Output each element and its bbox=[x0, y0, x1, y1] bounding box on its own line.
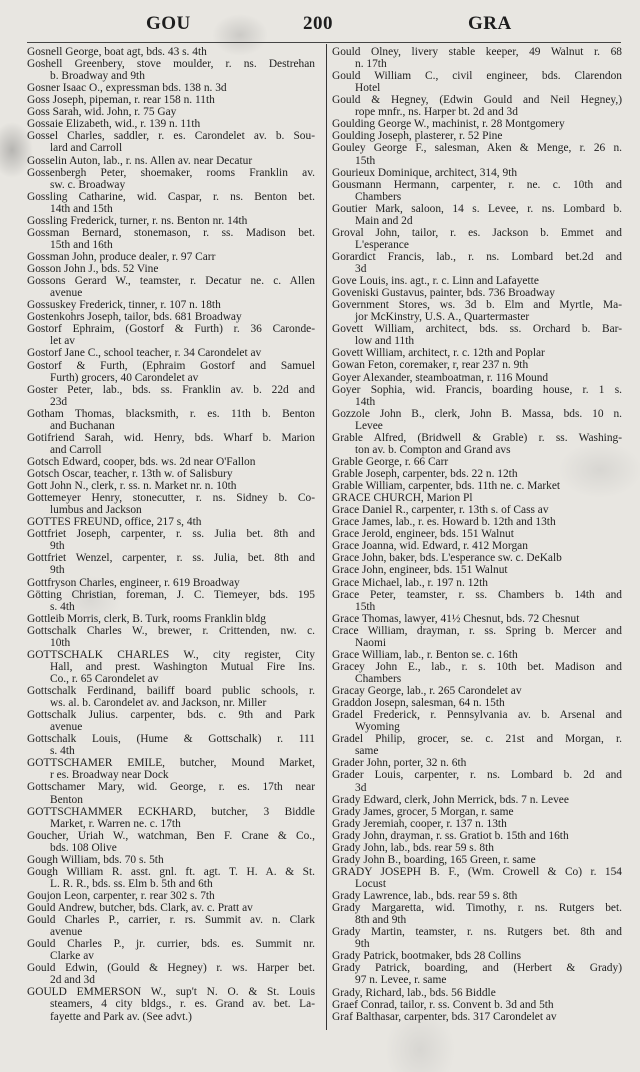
entry-line: Gostorf & Furth, (Ephraim Gostorf and Samuel bbox=[27, 359, 315, 372]
entry-continuation-line: bds. 108 Olive bbox=[50, 841, 117, 854]
entry-line: Gosson John J., bds. 52 Vine bbox=[27, 263, 159, 276]
entry-continuation-line: jor McKinstry, U.S. A., Quartermaster bbox=[355, 311, 530, 324]
entry-line: Graef Conrad, tailor, r. ss. Convent b. 3d and 5th bbox=[332, 998, 554, 1011]
entry-line: Gould William C., civil engineer, bds. Clarendon bbox=[332, 70, 622, 83]
directory-entry bbox=[27, 733, 315, 757]
directory-entry bbox=[27, 251, 315, 263]
directory-entry bbox=[332, 347, 622, 359]
page-number: 200 bbox=[303, 13, 333, 34]
left-guide-word: GOU bbox=[146, 13, 191, 34]
entry-continuation-line: ton av. b. Compton and Grand avs bbox=[355, 443, 511, 456]
entry-continuation-line: 3d bbox=[355, 263, 367, 275]
directory-entry bbox=[332, 818, 622, 830]
entry-continuation-line: and Carroll bbox=[50, 443, 102, 456]
entry-line: Grable Joseph, carpenter, bds. 22 n. 12th bbox=[332, 467, 518, 480]
entry-line: Goyer Alexander, steamboatman, r. 116 Mound bbox=[332, 371, 549, 384]
directory-entry bbox=[27, 866, 315, 890]
entry-line: Gossman Bernard, stonemason, r. ss. Madison bet. bbox=[27, 226, 315, 239]
entry-line: Govett William, architect, r. c. 12th and Poplar bbox=[332, 347, 545, 360]
directory-entry bbox=[332, 589, 622, 613]
entry-line: Gostorf Jane C., school teacher, r. 34 Carondelet av bbox=[27, 347, 262, 360]
right-guide-word: GRA bbox=[468, 13, 512, 34]
directory-entry bbox=[27, 167, 315, 191]
directory-entry bbox=[27, 854, 315, 866]
entry-line: Gradel Philip, grocer, se. c. 21st and Morgan, r. bbox=[332, 733, 622, 746]
directory-entry bbox=[27, 709, 315, 733]
entry-continuation-line: n. 17th bbox=[355, 58, 387, 71]
entry-continuation-line: same bbox=[355, 745, 379, 758]
directory-entry bbox=[332, 359, 622, 371]
entry-line: Gourieux Dominique, architect, 314, 9th bbox=[332, 166, 518, 179]
entry-line: Goss Sarah, wid. John, r. 75 Gay bbox=[27, 106, 177, 119]
directory-entry bbox=[332, 227, 622, 251]
directory-entry bbox=[27, 914, 315, 938]
entry-line: Graddon Josepn, salesman, 64 n. 15th bbox=[332, 697, 505, 710]
directory-entry bbox=[332, 757, 622, 769]
entry-continuation-line: 14th bbox=[355, 395, 376, 408]
entry-line: Grace William, lab., r. Benton se. c. 16th bbox=[332, 648, 518, 661]
entry-continuation-line: lard and Carroll bbox=[50, 142, 123, 155]
left-column bbox=[27, 46, 315, 1023]
right-column bbox=[332, 46, 622, 1023]
directory-entry bbox=[332, 540, 622, 552]
directory-entry bbox=[27, 94, 315, 106]
directory-entry bbox=[332, 794, 622, 806]
directory-entry bbox=[332, 179, 622, 203]
entry-continuation-line: low and 11th bbox=[355, 335, 415, 348]
entry-line: Grady Patrick, bootmaker, bds 28 Collins bbox=[332, 950, 522, 963]
entry-continuation-line: r es. Broadway near Dock bbox=[50, 769, 169, 782]
directory-entry bbox=[332, 613, 622, 625]
entry-line: Goveniski Gustavus, painter, bds. 736 Broadway bbox=[332, 287, 555, 300]
directory-entry bbox=[27, 938, 315, 962]
entry-continuation-line: 3d bbox=[355, 781, 367, 794]
directory-entry bbox=[27, 613, 315, 625]
directory-entry bbox=[332, 685, 622, 697]
entry-line: Goshell Greenbery, stove moulder, r. ns. Destrehan bbox=[27, 58, 315, 71]
entry-line: Gottfriet Wenzel, carpenter, r. ss. Julia, bet. 8th and bbox=[27, 552, 315, 565]
directory-entry bbox=[27, 456, 315, 468]
entry-line: Gracay George, lab., r. 265 Carondelet av bbox=[332, 685, 522, 698]
directory-entry bbox=[332, 468, 622, 480]
directory-entry bbox=[332, 577, 622, 589]
directory-entry bbox=[332, 480, 622, 492]
entry-line: Gostenkohrs Joseph, tailor, bds. 681 Broadway bbox=[27, 311, 242, 324]
entry-line: Gottleib Morris, clerk, B. Turk, rooms Franklin bldg bbox=[27, 612, 266, 625]
directory-entry bbox=[27, 685, 315, 709]
entry-line: Gorardict Francis, lab., r. ns. Lombard bet.2d and bbox=[332, 250, 622, 263]
directory-entry bbox=[332, 432, 622, 456]
entry-continuation-line: 8th and 9th bbox=[355, 914, 407, 927]
entry-continuation-line: s. 4th bbox=[50, 745, 75, 758]
entry-line: Gosnell George, boat agt, bds. 43 s. 4th bbox=[27, 46, 207, 58]
directory-entry bbox=[332, 866, 622, 890]
directory-entry bbox=[27, 311, 315, 323]
entry-line: Grady John, drayman, r. ss. Gratiot b. 15th and 16th bbox=[332, 829, 569, 842]
entry-line: Gottschalk Louis, (Hume & Gottschalk) r. 111 bbox=[27, 733, 315, 746]
entry-line: Gottschamer Mary, wid. George, r. es. 17th near bbox=[27, 781, 315, 794]
entry-continuation-line: sw. c. Broadway bbox=[50, 178, 126, 191]
directory-entry bbox=[27, 215, 315, 227]
entry-line: Gould & Hegney, (Edwin Gould and Neil Hegney,) bbox=[332, 94, 622, 107]
directory-entry bbox=[332, 167, 622, 179]
entry-continuation-line: and Buchanan bbox=[50, 419, 115, 432]
directory-entry bbox=[332, 950, 622, 962]
directory-entry bbox=[27, 323, 315, 347]
entry-line: Gottschalk Ferdinand, bailiff board public schools, r. bbox=[27, 685, 315, 698]
entry-continuation-line: avenue bbox=[50, 721, 83, 734]
directory-entry bbox=[27, 227, 315, 251]
entry-continuation-line: steamers, 4 city bldgs., r. es. Grand av. bet. La- bbox=[50, 998, 315, 1011]
directory-entry bbox=[27, 360, 315, 384]
directory-entry bbox=[27, 830, 315, 854]
entry-line: Gossel Charles, saddler, r. es. Carondelet av. b. Sou- bbox=[27, 130, 315, 143]
entry-continuation-line: b. Broadway and 9th bbox=[50, 70, 145, 83]
entry-continuation-line: rope mnfr., ns. Harper bt. 2d and 3d bbox=[355, 106, 518, 119]
directory-entry bbox=[27, 106, 315, 118]
directory-entry bbox=[27, 347, 315, 359]
entry-continuation-line: L'esperance bbox=[355, 238, 409, 251]
entry-continuation-line: Chambers bbox=[355, 673, 402, 685]
directory-entry bbox=[332, 516, 622, 528]
directory-entry bbox=[332, 926, 622, 950]
directory-entry bbox=[332, 94, 622, 118]
directory-entry bbox=[27, 468, 315, 480]
entry-line: Gradel Frederick, r. Pennsylvania av. b. Arsenal and bbox=[332, 709, 622, 722]
directory-entry bbox=[27, 82, 315, 94]
directory-entry bbox=[332, 661, 622, 685]
entry-line: Gould Olney, livery stable keeper, 49 Walnut r. 68 bbox=[332, 46, 622, 58]
directory-entry bbox=[27, 46, 315, 58]
entry-line: Gould Andrew, butcher, bds. Clark, av. c. Pratt av bbox=[27, 902, 253, 915]
directory-entry bbox=[332, 323, 622, 347]
directory-entry bbox=[332, 528, 622, 540]
entry-continuation-line: L. R. R., bds. ss. Elm b. 5th and 6th bbox=[50, 877, 213, 890]
directory-entry bbox=[332, 769, 622, 793]
directory-entry bbox=[332, 830, 622, 842]
entry-continuation-line: 2d and 3d bbox=[50, 974, 95, 987]
entry-line: Gould Charles P., jr. currier, bds. es. Summit nr. bbox=[27, 938, 315, 951]
entry-line: Gostorf Ephraim, (Gostorf & Furth) r. 36 Caronde- bbox=[27, 323, 315, 336]
entry-continuation-line: Locust bbox=[355, 878, 387, 890]
entry-line: GRACE CHURCH, Marion Pl bbox=[332, 492, 473, 505]
header-rule bbox=[27, 42, 621, 43]
entry-line: Goss Joseph, pipeman, r. rear 158 n. 11th bbox=[27, 94, 215, 107]
entry-line: Goulding Joseph, plasterer, r. 52 Pine bbox=[332, 130, 503, 143]
entry-line: Gossaie Elizabeth, wid., r. 139 n. 11th bbox=[27, 118, 201, 131]
entry-line: Goulding George W., machinist, r. 28 Montgomery bbox=[332, 118, 565, 131]
directory-entry bbox=[27, 781, 315, 805]
entry-line: Goutier Mark, saloon, 14 s. Levee, r. ns. Lombard b. bbox=[332, 202, 622, 215]
directory-entry bbox=[27, 516, 315, 528]
entry-line: Grady Martin, teamster, r. ns. Rutgers bet. 8th and bbox=[332, 926, 622, 939]
entry-line: Graf Balthasar, carpenter, bds. 317 Carondelet av bbox=[332, 1010, 557, 1023]
entry-continuation-line: 23d bbox=[50, 395, 68, 408]
entry-line: Gottfriet Joseph, carpenter, r. ss. Julia bet. 8th and bbox=[27, 528, 315, 541]
entry-line: Grace John, engineer, bds. 151 Walnut bbox=[332, 564, 508, 577]
entry-line: Gottschalk Charles W., brewer, r. Crittenden, nw. c. bbox=[27, 624, 315, 637]
directory-entry bbox=[332, 251, 622, 275]
entry-line: Gough William R. asst. gnl. ft. agt. T. H. A. & St. bbox=[27, 865, 315, 878]
column-divider bbox=[326, 44, 327, 1030]
entry-continuation-line: 10th bbox=[50, 636, 71, 649]
entry-line: Gove Louis, ins. agt., r. c. Linn and Lafayette bbox=[332, 275, 539, 288]
directory-entry bbox=[27, 589, 315, 613]
entry-line: Gotham Thomas, blacksmith, r. es. 11th b. Benton bbox=[27, 407, 315, 420]
entry-line: Grady Jeremiah, cooper, r. 137 n. 13th bbox=[332, 817, 507, 830]
directory-entry bbox=[332, 697, 622, 709]
entry-line: Gould Charles P., carrier, r. rs. Summit av. n. Clark bbox=[27, 914, 315, 927]
entry-line: GOTTES FREUND, office, 217 s, 4th bbox=[27, 516, 202, 529]
entry-line: Grace John, baker, bds. L'esperance sw. c. DeKalb bbox=[332, 552, 562, 565]
directory-entry bbox=[27, 757, 315, 781]
entry-continuation-line: Co., r. 65 Carondelet av bbox=[50, 672, 159, 685]
directory-entry bbox=[27, 384, 315, 408]
entry-continuation-line: ws. al. b. Carondelet av. and Jackson, nr. Miller bbox=[50, 697, 267, 710]
entry-continuation-line: 9th bbox=[50, 564, 65, 577]
directory-entry bbox=[27, 118, 315, 130]
entry-line: Gossons Gerard W., teamster, r. Decatur ne. c. Allen bbox=[27, 275, 315, 288]
entry-line: Grady James, grocer, 5 Morgan, r. same bbox=[332, 805, 514, 818]
directory-entry bbox=[27, 191, 315, 215]
entry-continuation-line: avenue bbox=[50, 926, 83, 939]
directory-entry bbox=[332, 384, 622, 408]
directory-entry bbox=[27, 806, 315, 830]
entry-line: Grable George, r. 66 Carr bbox=[332, 455, 449, 468]
entry-line: Goyer Sophia, wid. Francis, boarding house, r. 1 s. bbox=[332, 383, 622, 396]
entry-line: GOTTSCHAMMER ECKHARD, butcher, 3 Biddle bbox=[27, 805, 315, 818]
directory-entry bbox=[27, 299, 315, 311]
entry-line: Gotsch Oscar, teacher, r. 13th w. of Salisbury bbox=[27, 468, 233, 481]
directory-entry bbox=[332, 118, 622, 130]
directory-entry bbox=[332, 625, 622, 649]
entry-continuation-line: Hall, and prest. Washington Mutual Fire Ins. bbox=[50, 660, 315, 673]
entry-line: Grace Joanna, wid. Edward, r. 412 Morgan bbox=[332, 540, 528, 553]
entry-continuation-line: Levee bbox=[355, 419, 383, 432]
directory-entry bbox=[27, 432, 315, 456]
entry-line: Grace Thomas, lawyer, 41½ Chesnut, bds. 72 Chesnut bbox=[332, 612, 580, 625]
entry-line: Grady Margaretta, wid. Timothy, r. ns. Rutgers bet. bbox=[332, 902, 622, 915]
directory-entry bbox=[27, 263, 315, 275]
entry-line: Grader John, porter, 32 n. 6th bbox=[332, 757, 467, 770]
entry-line: Gossuskey Frederick, tinner, r. 107 n. 18th bbox=[27, 299, 221, 312]
entry-continuation-line: 97 n. Levee, r. same bbox=[355, 974, 447, 987]
directory-entry bbox=[332, 962, 622, 986]
directory-entry bbox=[27, 275, 315, 299]
entry-line: Gosselin Auton, lab., r. ns. Allen av. near Decatur bbox=[27, 154, 253, 167]
directory-entry bbox=[332, 287, 622, 299]
entry-line: Grable Alfred, (Bridwell & Grable) r. ss. Washing- bbox=[332, 431, 622, 444]
entry-line: Gottfryson Charles, engineer, r. 619 Broadway bbox=[27, 576, 240, 589]
directory-entry bbox=[27, 408, 315, 432]
entry-line: Gossling Catharine, wid. Caspar, r. ns. Benton bet. bbox=[27, 190, 315, 203]
entry-line: Goujon Leon, carpenter, r. rear 302 s. 7th bbox=[27, 889, 215, 902]
entry-line: Grady Patrick, boarding, and (Herbert & Grady) bbox=[332, 962, 622, 975]
entry-line: Götting Christian, foreman, J. C. Tiemeyer, bds. 195 bbox=[27, 588, 315, 601]
directory-entry bbox=[332, 842, 622, 854]
directory-entry bbox=[27, 552, 315, 576]
entry-line: Goucher, Uriah W., watchman, Ben F. Crane & Co., bbox=[27, 829, 315, 842]
entry-continuation-line: Benton bbox=[50, 793, 83, 806]
entry-line: Grace Jerold, engineer, bds. 151 Walnut bbox=[332, 528, 514, 541]
directory-entry bbox=[332, 649, 622, 661]
directory-entry bbox=[27, 492, 315, 516]
entry-continuation-line: lumbus and Jackson bbox=[50, 504, 142, 517]
entry-line: Gott John N., clerk, r. ss. n. Market nr. n. 10th bbox=[27, 480, 237, 493]
entry-line: Gould Edwin, (Gould & Hegney) r. ws. Harper bet. bbox=[27, 962, 315, 975]
directory-entry bbox=[332, 709, 622, 733]
entry-line: Grady John B., boarding, 165 Green, r. same bbox=[332, 853, 536, 866]
directory-entry bbox=[27, 962, 315, 986]
directory-entry bbox=[332, 806, 622, 818]
entry-line: Gowan Feton, coremaker, r, rear 237 n. 9th bbox=[332, 359, 529, 372]
entry-continuation-line: Furth) grocers, 40 Carondelet av bbox=[50, 371, 199, 384]
entry-line: Govett William, architect, bds. ss. Orchard b. Bar- bbox=[332, 323, 622, 336]
entry-line: GOTTSCHALK CHARLES W., city register, City bbox=[27, 648, 315, 661]
entry-line: Gossenbergh Peter, shoemaker, rooms Franklin av. bbox=[27, 166, 315, 179]
directory-entry bbox=[27, 480, 315, 492]
directory-entry bbox=[332, 890, 622, 902]
entry-line: Grace Peter, teamster, r. ss. Chambers b. 14th and bbox=[332, 588, 622, 601]
entry-line: Grace James, lab., r. es. Howard b. 12th and 13th bbox=[332, 516, 556, 529]
entry-continuation-line: 15th bbox=[355, 600, 376, 613]
entry-line: Grady Lawrence, lab., bds. rear 59 s. 8th bbox=[332, 890, 518, 903]
entry-continuation-line: Hotel bbox=[355, 82, 381, 95]
entry-continuation-line: let av bbox=[50, 335, 75, 348]
entry-continuation-line: s. 4th bbox=[50, 600, 75, 613]
entry-line: GOULD EMMERSON W., sup't N. O. & St. Louis bbox=[27, 986, 315, 999]
directory-entry bbox=[27, 902, 315, 914]
directory-entry bbox=[27, 890, 315, 902]
directory-entry bbox=[332, 46, 622, 70]
entry-continuation-line: Wyoming bbox=[355, 721, 400, 734]
directory-entry bbox=[332, 504, 622, 516]
entry-continuation-line: Naomi bbox=[355, 636, 387, 649]
directory-entry bbox=[332, 1011, 622, 1023]
entry-continuation-line: 9th bbox=[355, 938, 370, 951]
entry-continuation-line: 14th and 15th bbox=[50, 202, 113, 215]
directory-entry bbox=[332, 372, 622, 384]
directory-entry bbox=[27, 986, 315, 1022]
directory-entry bbox=[27, 130, 315, 154]
directory-entry bbox=[332, 564, 622, 576]
entry-continuation-line: fayette and Park av. (See advt.) bbox=[50, 1010, 192, 1023]
entry-continuation-line: 9th bbox=[50, 540, 65, 553]
entry-line: GRADY JOSEPH B. F., (Wm. Crowell & Co) r. 154 bbox=[332, 865, 622, 878]
entry-continuation-line: avenue bbox=[50, 287, 83, 300]
directory-entry bbox=[332, 999, 622, 1011]
directory-entry bbox=[27, 155, 315, 167]
entry-line: Grader Louis, carpenter, r. ns. Lombard b. 2d and bbox=[332, 769, 622, 782]
entry-line: Grable William, carpenter, bds. 11th ne. c. Market bbox=[332, 480, 561, 493]
directory-entry bbox=[332, 987, 622, 999]
directory-entry bbox=[27, 577, 315, 589]
entry-line: Government Stores, ws. 3d b. Elm and Myrtle, Ma- bbox=[332, 299, 622, 312]
directory-entry bbox=[332, 733, 622, 757]
entry-line: Grady Edward, clerk, John Merrick, bds. 7 n. Levee bbox=[332, 793, 569, 806]
directory-entry bbox=[332, 70, 622, 94]
directory-entry bbox=[27, 625, 315, 649]
entry-line: Gozzole John B., clerk, John B. Massa, bds. 10 n. bbox=[332, 407, 622, 420]
entry-line: Gossling Frederick, turner, r. ns. Benton nr. 14th bbox=[27, 214, 248, 227]
entry-continuation-line: Market, r. Warren ne. c. 17th bbox=[50, 817, 181, 830]
entry-continuation-line: Chambers bbox=[355, 190, 402, 203]
directory-entry bbox=[332, 142, 622, 166]
directory-entry bbox=[27, 58, 315, 82]
entry-continuation-line: Clarke av bbox=[50, 950, 94, 963]
entry-line: GOTTSCHAMER EMILE, butcher, Mound Market, bbox=[27, 757, 315, 770]
directory-entry bbox=[332, 408, 622, 432]
entry-line: Grace Michael, lab., r. 197 n. 12th bbox=[332, 576, 488, 589]
directory-entry bbox=[332, 552, 622, 564]
entry-line: Grady, Richard, lab., bds. 56 Biddle bbox=[332, 986, 496, 999]
directory-entry bbox=[332, 203, 622, 227]
entry-line: Grady John, lab., bds. rear 59 s. 8th bbox=[332, 841, 494, 854]
entry-line: Gough William, bds. 70 s. 5th bbox=[27, 853, 164, 866]
directory-entry bbox=[332, 492, 622, 504]
directory-entry bbox=[332, 130, 622, 142]
directory-entry bbox=[27, 649, 315, 685]
entry-line: Groval John, tailor, r. es. Jackson b. Emmet and bbox=[332, 226, 622, 239]
entry-continuation-line: Main and 2d bbox=[355, 214, 413, 227]
entry-line: Gossman John, produce dealer, r. 97 Carr bbox=[27, 250, 216, 263]
entry-continuation-line: 15th and 16th bbox=[50, 238, 113, 251]
entry-line: Gosner Isaac O., expressman bds. 138 n. 3d bbox=[27, 82, 227, 95]
directory-entry bbox=[27, 528, 315, 552]
entry-line: Gousmann Hermann, carpenter, r. ne. c. 10th and bbox=[332, 178, 622, 191]
entry-line: Crace William, drayman, r. ss. Spring b. Mercer and bbox=[332, 624, 622, 637]
entry-line: Grace Daniel R., carpenter, r. 13th s. of Cass av bbox=[332, 504, 549, 517]
entry-line: Goster Peter, lab., bds. ss. Franklin av. b. 22d and bbox=[27, 383, 315, 396]
entry-line: Gouley George F., salesman, Aken & Menge, r. 26 n. bbox=[332, 142, 622, 155]
entry-line: Gotsch Edward, cooper, bds. ws. 2d near O'Fallon bbox=[27, 455, 256, 468]
directory-entry bbox=[332, 299, 622, 323]
entry-line: Gottschalk Julius. carpenter, bds. c. 9th and Park bbox=[27, 709, 315, 722]
entry-line: Gottemeyer Henry, stonecutter, r. ns. Sidney b. Co- bbox=[27, 492, 315, 505]
entry-line: Gracey John E., lab., r. s. 10th bet. Madison and bbox=[332, 660, 622, 673]
directory-entry bbox=[332, 854, 622, 866]
entry-continuation-line: 15th bbox=[355, 154, 376, 167]
entry-line: Gotifriend Sarah, wid. Henry, bds. Wharf b. Marion bbox=[27, 431, 315, 444]
directory-entry bbox=[332, 275, 622, 287]
directory-entry bbox=[332, 456, 622, 468]
directory-entry bbox=[332, 902, 622, 926]
